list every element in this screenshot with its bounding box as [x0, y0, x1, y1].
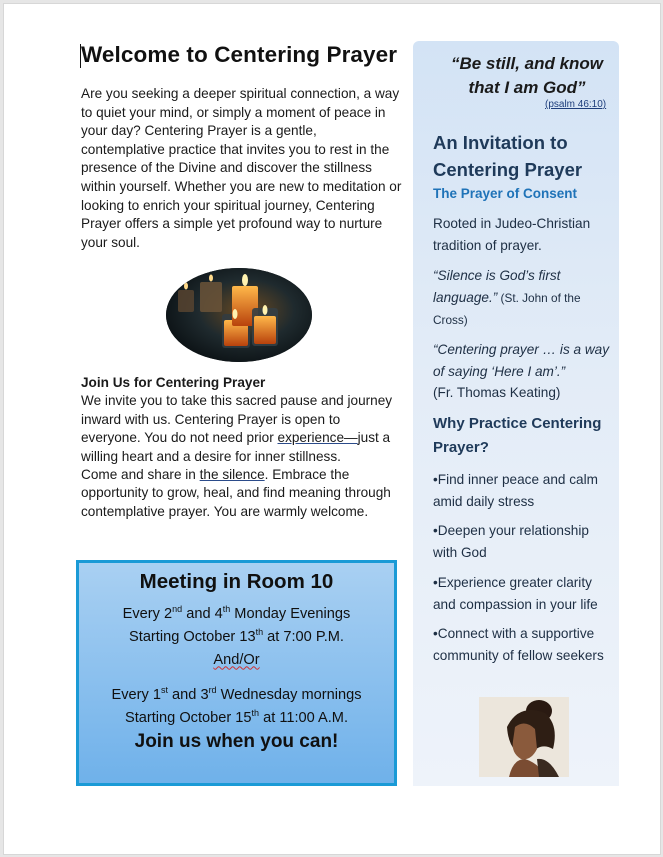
meeting-call-to-action: Join us when you can!: [134, 731, 339, 753]
meeting-box: [76, 560, 397, 786]
sidebar-quote: “Be still, and know that I am God”: [450, 54, 604, 97]
candles-photo: [166, 268, 312, 362]
silence-link[interactable]: the silence: [199, 467, 265, 483]
meeting-line-wednesday: Every 1st and 3rd Wednesday mornings: [111, 684, 362, 703]
why-practice-heading: Why Practice Centering Prayer?: [433, 415, 602, 456]
meeting-line-monday-start: Starting October 13th at 7:00 P.M.: [129, 627, 344, 646]
candles-icon: [166, 268, 312, 362]
quote-keating: “Centering prayer … is a way of saying ‘Here I am’.” (Fr. Thomas Keating): [433, 342, 610, 400]
meeting-title: Meeting in Room 10: [139, 570, 334, 593]
woman-praying-photo: [479, 697, 569, 777]
meeting-and-or: And/Or: [213, 652, 260, 669]
join-paragraph-1: [81, 392, 399, 466]
consent-subheading: The Prayer of Consent: [433, 186, 578, 201]
invitation-heading: An Invitation to Centering Prayer: [433, 132, 583, 180]
benefit-item: •Connect with a supportive community of fellow seekers: [433, 626, 604, 663]
join-paragraph-2: [81, 466, 399, 521]
join-heading: Join Us for Centering Prayer: [81, 375, 266, 390]
benefit-item: •Deepen your relationship with God: [433, 523, 589, 560]
join-p2-text-a: Come and share in: [81, 467, 200, 483]
join-section: [81, 374, 399, 521]
page-title: Welcome to Centering Prayer: [81, 42, 398, 67]
benefit-item: •Find inner peace and calm amid daily stress: [433, 472, 598, 509]
join-p2-text-b: . Embrace the opportunity to grow, heal, and find meaning through contemplative prayer. You are warmly welcome.: [81, 467, 391, 519]
experience-link[interactable]: experience—: [277, 430, 358, 446]
join-p1-text-b: just a willing heart and a desire for inner stillness.: [81, 430, 391, 464]
meeting-line-monday: Every 2nd and 4th Monday Evenings: [122, 604, 351, 622]
join-p1-text-a: We invite you to take this sacred pause and journey inward with us. Centering Prayer is open to everyone. You do not need prior: [81, 393, 393, 446]
person-icon: [479, 697, 569, 777]
intro-paragraph: Are you seeking a deeper spiritual connection, a way to quiet your mind, or simply a moment of peace in your day? Centering Prayer is a gentle, contemplative practice that invites you to rest in the presence of the Divine and discover the stillness within yourself. Whether you are new to meditation or looking to enrich your spiritual journey, Centering Prayer offers a simple yet profound way to nurture your soul.: [81, 86, 402, 250]
quote-silence: “Silence is God’s first language.” (St. John of the Cross): [433, 268, 581, 327]
meeting-line-wednesday-start: Starting October 15th at 11:00 A.M.: [124, 707, 349, 726]
rooted-text: Rooted in Judeo-Christian tradition of prayer.: [433, 216, 591, 253]
quote-reference[interactable]: (psalm 46:10): [545, 99, 607, 110]
benefit-item: •Experience greater clarity and compassion in your life: [433, 575, 598, 612]
